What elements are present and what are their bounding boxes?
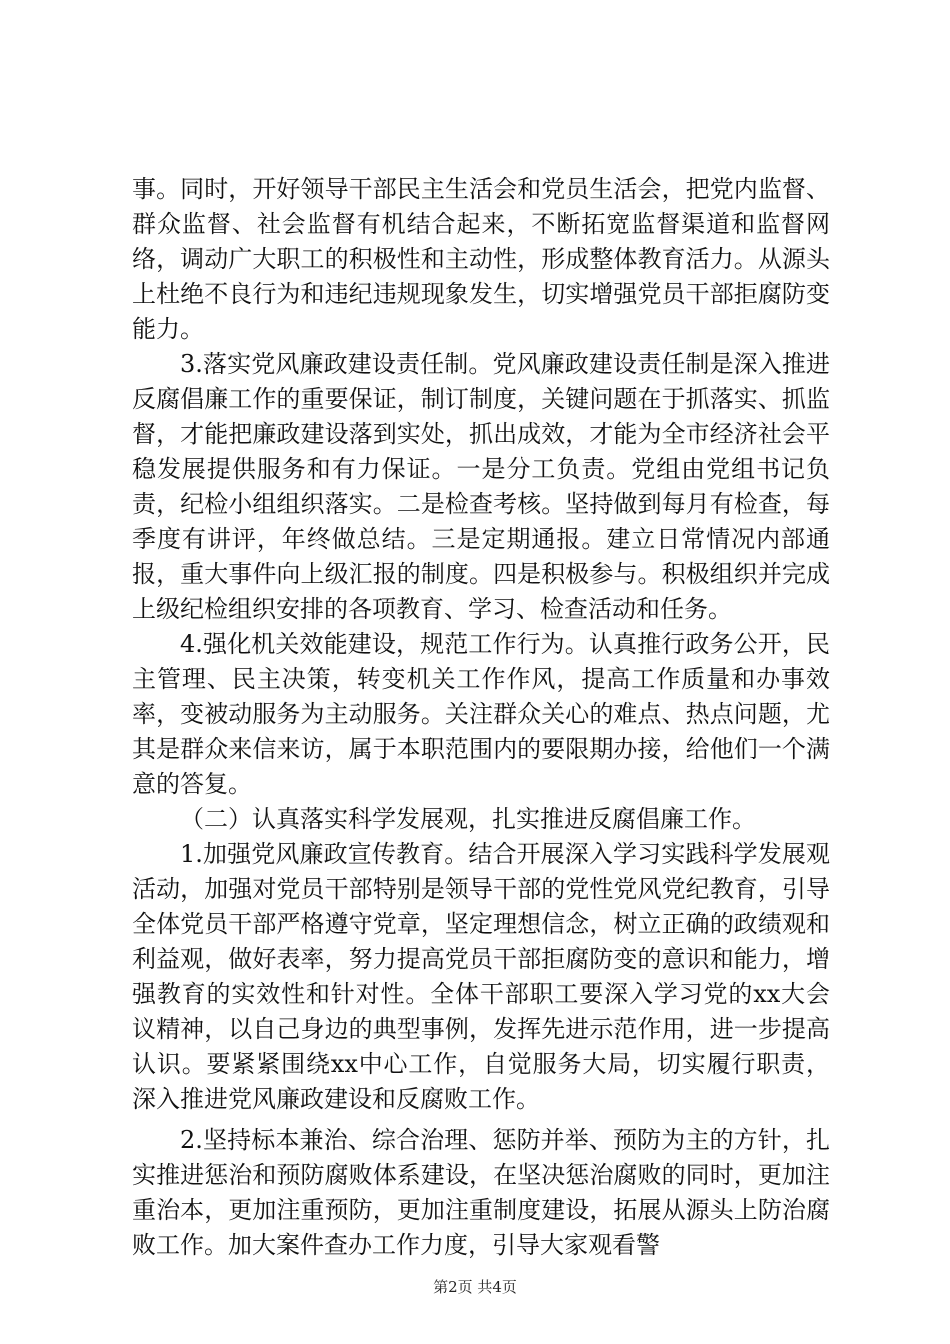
paragraph-item-2: 2.坚持标本兼治、综合治理、惩防并举、预防为主的方针，扎实推进惩治和预防腐败体系建设，在坚决惩治腐败的同时，更加注重治本，更加注重预防，更加注重制度建设，拓展从源头上防治腐败工作。加大案件查办工作力度，引导大家观看警 (132, 1126, 830, 1259)
paragraph-continuation: 事。同时，开好领导干部民主生活会和党员生活会，把党内监督、群众监督、社会监督有机结合起来，不断拓宽监督渠道和监督网络，调动广大职工的积极性和主动性，形成整体教育活力。从源头上杜绝不良行为和违纪违规现象发生，切实增强党员干部拒腐防变能力。 (132, 175, 830, 343)
paragraph-item-4: 4.强化机关效能建设，规范工作行为。认真推行政务公开，民主管理、民主决策，转变机关工作作风，提高工作质量和办事效率，变被动服务为主动服务。关注群众关心的难点、热点问题，尤其是群众来信来访，属于本职范围内的要限期办接，给他们一个满意的答复。 (132, 630, 830, 798)
document-body (132, 172, 830, 1263)
paragraph-item-1: 1.加强党风廉政宣传教育。结合开展深入学习实践科学发展观活动，加强对党员干部特别是领导干部的党性党风党纪教育，引导全体党员干部严格遵守党章，坚定理想信念，树立正确的政绩观和利益观，做好表率，努力提高党员干部拒腐防变的意识和能力，增强教育的实效性和针对性。全体干部职工要深入学习党的xx大会议精神，以自己身边的典型事例，发挥先进示范作用，进一步提高认识。要紧紧围绕xx中心工作，自觉服务大局，切实履行职责，深入推进党风廉政建设和反腐败工作。 (132, 840, 830, 1113)
page-footer: 第2页 共4页 (433, 1278, 517, 1296)
paragraph-item-3: 3.落实党风廉政建设责任制。党风廉政建设责任制是深入推进反腐倡廉工作的重要保证，制订制度，关键问题在于抓落实、抓监督，才能把廉政建设落到实处，抓出成效，才能为全市经济社会平稳发展提供服务和有力保证。一是分工负责。党组由党组书记负责，纪检小组组织落实。二是检查考核。坚持做到每月有检查，每季度有讲评，年终做总结。三是定期通报。建立日常情况内部通报，重大事件向上级汇报的制度。四是积极参与。积极组织并完成上级纪检组织安排的各项教育、学习、检查活动和任务。 (132, 350, 830, 623)
section-heading-2: （二）认真落实科学发展观，扎实推进反腐倡廉工作。 (180, 805, 756, 833)
